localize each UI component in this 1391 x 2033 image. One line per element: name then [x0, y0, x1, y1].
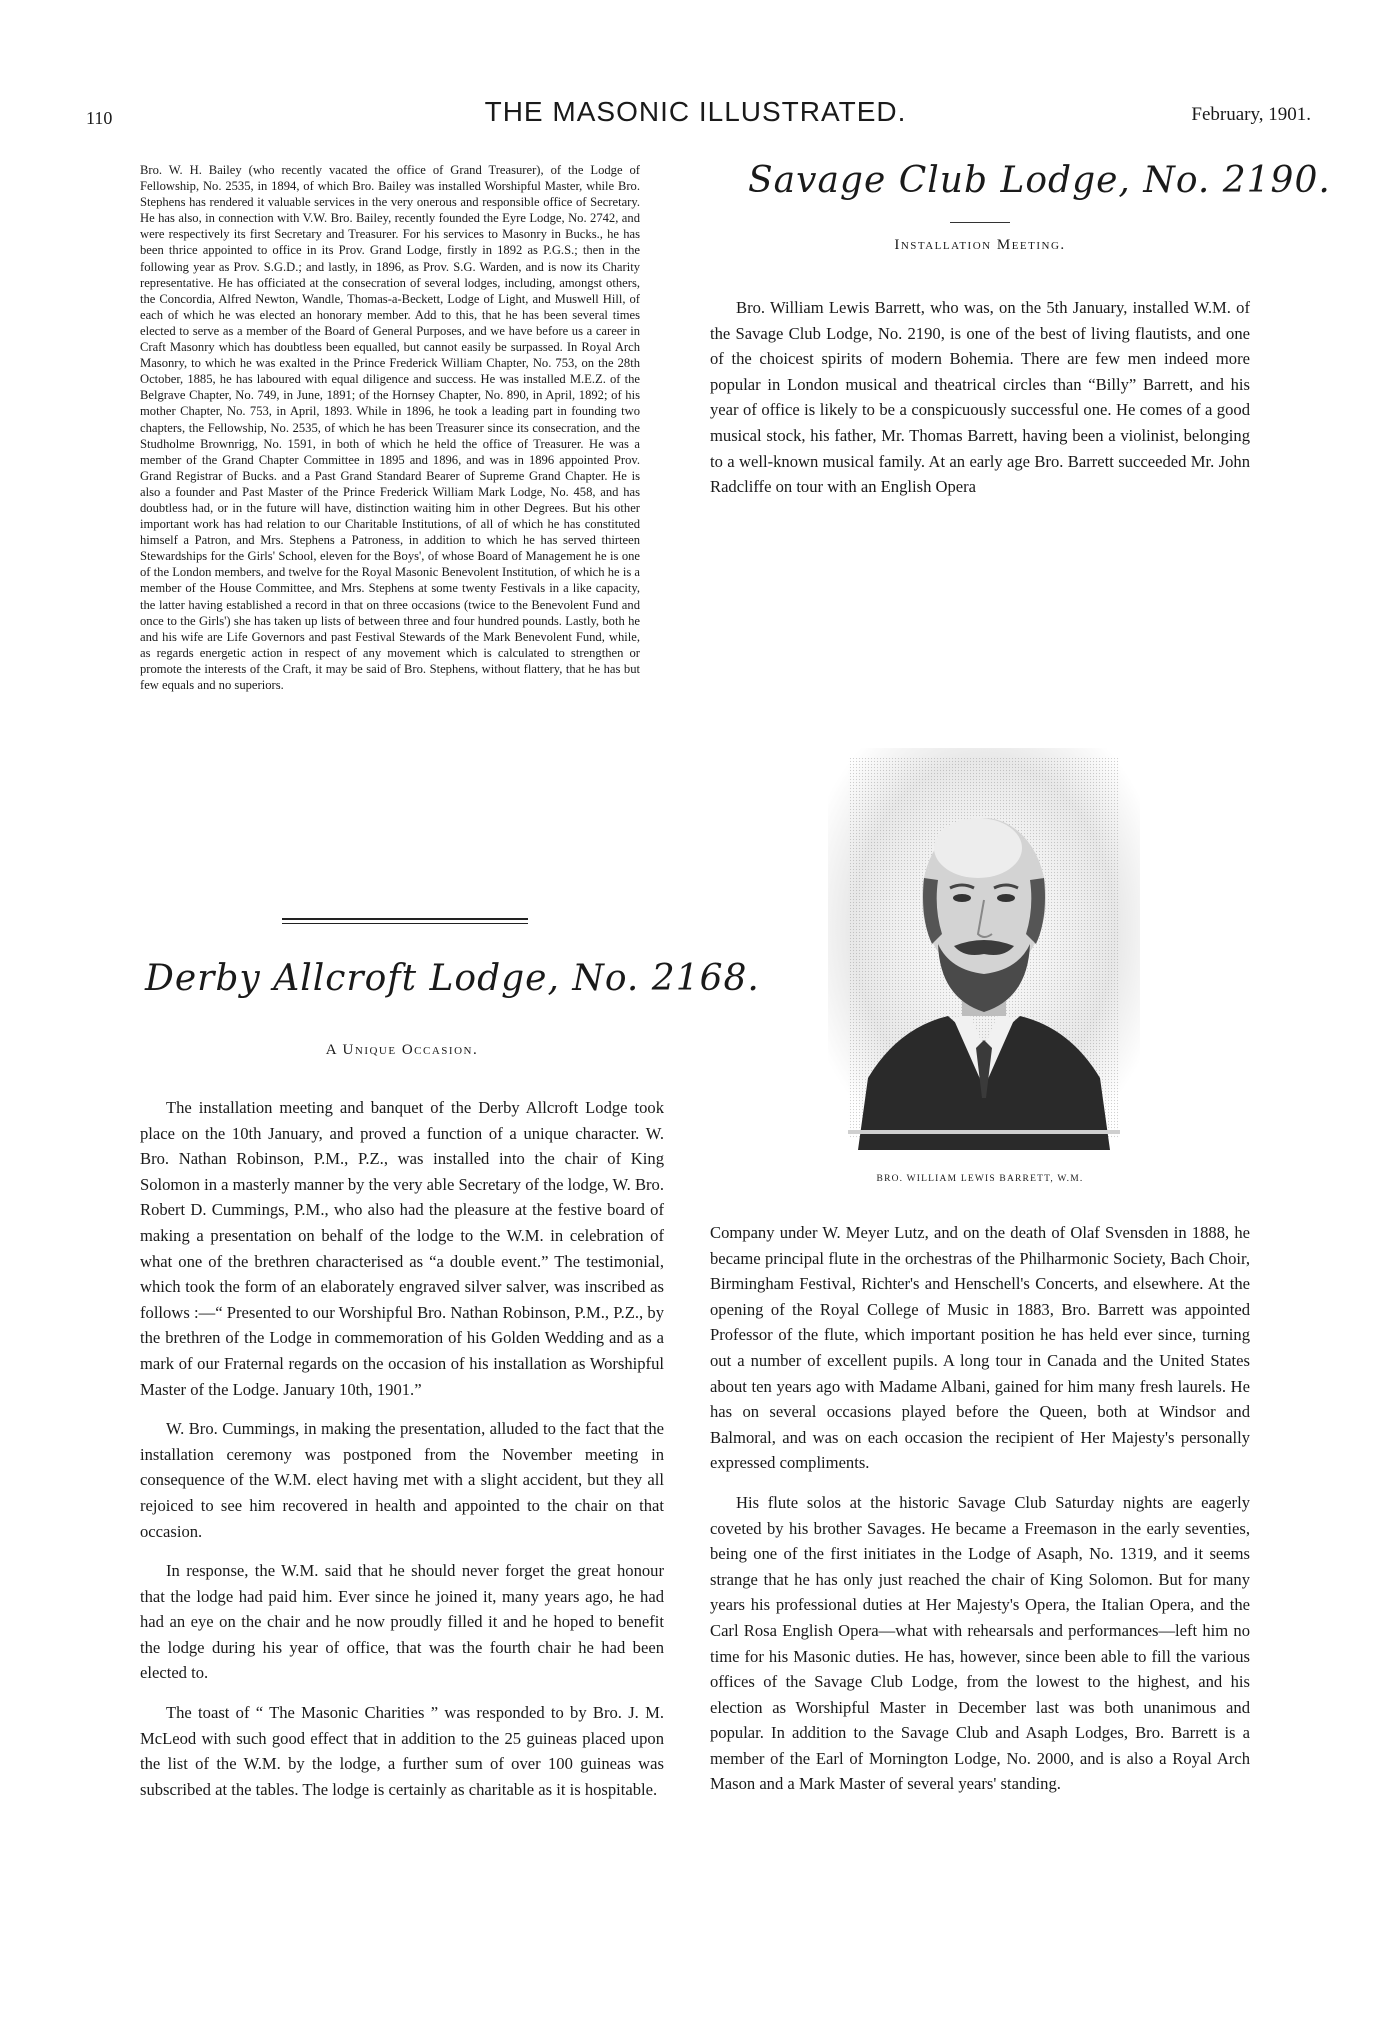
section-divider	[282, 918, 528, 924]
article-paragraph: W. Bro. Cummings, in making the presentation, alluded to the fact that the installation ceremony was postponed from the November meeting in consequence of the W.M. elect having met with a slight accident, but they all rejoiced to see him recovered in health and appointed to the chair on that occasion.	[140, 1419, 664, 1541]
masthead: THE MASONIC ILLUSTRATED.	[484, 96, 907, 127]
continued-paragraph: Bro. W. H. Bailey (who recently vacated the office of Grand Treasurer), of the Lodge of Fellowship, No. 2535, in 1894, of which Bro. Bailey was installed Worshipful Master, while Bro. Stephens has rendered it valuable services in the very onerous and responsible office of Secretary. He has also, in connection with V.W. Bro. Bailey, recently founded the Eyre Lodge, No. 2742, and were respectively its first Secretary and Treasurer. For his services to Masonry in Bucks., he has been thrice appointed to office in its Prov. Grand Lodge, firstly in 1892 as P.G.S.; then in the following year as Prov. S.G.D.; and lastly, in 1896, as Prov. S.G. Warden, and is now its Charity representative. He has officiated at the consecration of several lodges, including, amongst others, the Concordia, Alfred Newton, Wandle, Thomas-a-Beckett, Lodge of Light, and Muswell Hill, of each of which he was elected an honorary member. Add to this, that he has been several times elected to serve as a member of the Board of General Purposes, and we have before us a career in Craft Masonry which has doubtless been equalled, but cannot easily be surpassed. In Royal Arch Masonry, to which he was exalted in the Prince Frederick William Chapter, No. 753, on the 28th October, 1885, he has laboured with equal diligence and success. He was installed M.E.Z. of the Belgrave Chapter, No. 749, in June, 1891; of the Hornsey Chapter, No. 890, in April, 1892; of his mother Chapter, No. 753, in April, 1893. While in 1896, he took a leading part in founding two chapters, the Fellowship, No. 2535, of which he has been Treasurer since its consecration, and the Studholme Brownrigg, No. 1591, in both of which he held the office of Treasurer. He was a member of the Grand Chapter Committee in 1895 and 1896, and was in 1896 appointed Prov. Grand Registrar of Bucks. and a Past Grand Standard Bearer of Supreme Grand Chapter. He is also a founder and Past Master of the Prince Frederick William Mark Lodge, No. 458, and has doubtless had, or in the future will have, distinction waiting him in other Degrees. But his other important work has had relation to our Charitable Institutions, of all of which he has constituted himself a Patron, and Mrs. Stephens a Patroness, in addition to which he has served thirteen Stewardships for the Girls' School, eleven for the Boys', of whose Board of Management he is one of the London members, and twelve for the Royal Masonic Benevolent Institution, of which he is a member of the House Committee, and Mrs. Stephens at some twenty Festivals in a like capacity, the latter having established a record in that on three occasions (twice to the Benevolent Fund and once to the Girls') she has taken up lists of between three and four hundred pounds. Lastly, both he and his wife are Life Governors and past Festival Stewards of the Mark Benevolent Fund, while, as regards energetic action in respect of any movement which is calculated to strengthen or promote the interests of the Craft, it may be said of Bro. Stephens, without flattery, that he has but few equals and no superiors.	[140, 163, 640, 692]
derby-article-body	[140, 1095, 664, 1802]
derby-article-title: Derby Allcroft Lodge, No. 2168.	[145, 958, 760, 999]
derby-article-subtitle: A Unique Occasion.	[325, 1042, 479, 1058]
title-underline	[950, 222, 1010, 223]
savage-article-title: Savage Club Lodge, No. 2190.	[748, 160, 1331, 201]
issue-date: February, 1901.	[1191, 104, 1311, 125]
article-paragraph: Company under W. Meyer Lutz, and on the death of Olaf Svensden in 1888, he became principal flute in the orchestras of the Philharmonic Society, Bach Choir, Birmingham Festival, Richter's and Henschell's Concerts, and elsewhere. At the opening of the Royal College of Music in 1883, Bro. Barrett was appointed Professor of the flute, which important position he has held ever since, turning out a number of excellent pupils. A long tour in Canada and the United States about ten years ago with Madame Albani, gained for him many fresh laurels. He has on several occasions played before the Queen, both at Windsor and Balmoral, and was on each occasion the recipient of Her Majesty's personally expressed compliments.	[710, 1223, 1250, 1473]
article-paragraph: The installation meeting and banquet of the Derby Allcroft Lodge took place on the 10th January, and proved a function of a unique character. W. Bro. Nathan Robinson, P.M., P.Z., was installed into the chair of King Solomon in a masterly manner by the very able Secretary of the lodge, W. Bro. Robert D. Cummings, P.M., who also had the pleasure at the festive board of making a presentation on behalf of the lodge to the W.M. in celebration of what one of the brethren characterised as “a double event.” The testimonial, which took the form of an elaborately engraved silver salver, was inscribed as follows :—“ Presented to our Worshipful Bro. Nathan Robinson, P.M., P.Z., by the brethren of the Lodge in commemoration of his Golden Wedding and as a mark of our Fraternal regards on the occasion of his installation as Worshipful Master of the Lodge. January 10th, 1901.”	[140, 1098, 664, 1399]
savage-article-subtitle: Installation Meeting.	[894, 237, 1066, 253]
portrait-caption: BRO. WILLIAM LEWIS BARRETT, W.M.	[876, 1174, 1084, 1184]
article-paragraph: In response, the W.M. said that he should never forget the great honour that the lodge had paid him. Ever since he joined it, many years ago, he had had an eye on the chair and he now proudly filled it and he hoped to benefit the lodge during his year of office, that was the fourth chair he had been elected to.	[140, 1561, 664, 1683]
continued-article-text	[140, 162, 640, 693]
savage-article-intro	[710, 295, 1250, 500]
article-paragraph: His flute solos at the historic Savage Club Saturday nights are eagerly coveted by his brother Savages. He became a Freemason in the early seventies, being one of the first initiates in the Lodge of Asaph, No. 1319, and it seems strange that he has only just reached the chair of King Solomon. But for many years his professional duties at Her Majesty's Opera, the Italian Opera, and the Carl Rosa English Opera—what with rehearsals and performances—left him no time for his Masonic duties. He has, however, since been able to fill the various offices of the Savage Club Lodge, from the lowest to the highest, and his election as Worshipful Master in December last was both unanimous and popular. In addition to the Savage Club and Asaph Lodges, Bro. Barrett is a member of the Earl of Mornington Lodge, No. 2000, and is also a Royal Arch Mason and a Mark Master of several years' standing.	[710, 1492, 1250, 1794]
portrait-image	[828, 748, 1140, 1150]
page-number: 110	[86, 108, 113, 128]
article-paragraph: The toast of “ The Masonic Charities ” was responded to by Bro. J. M. McLeod with such good effect that in addition to the 25 guineas placed upon the list of the W.M. by the lodge, a further sum of over 100 guineas was subscribed at the tables. The lodge is certainly as charitable as it is hospitable.	[140, 1703, 664, 1799]
article-paragraph: Bro. William Lewis Barrett, who was, on the 5th January, installed W.M. of the Savage Club Lodge, No. 2190, is one of the best of living flautists, and one of the choicest spirits of modern Bohemia. There are few men indeed more popular in London musical and theatrical circles than “Billy” Barrett, and his year of office is likely to be a conspicuously successful one. He comes of a good musical stock, his father, Mr. Thomas Barrett, having been a violinist, belonging to a well-known musical family. At an early age Bro. Barrett succeeded Mr. John Radcliffe on tour with an English Opera	[710, 298, 1250, 497]
savage-article-body	[710, 1220, 1250, 1797]
